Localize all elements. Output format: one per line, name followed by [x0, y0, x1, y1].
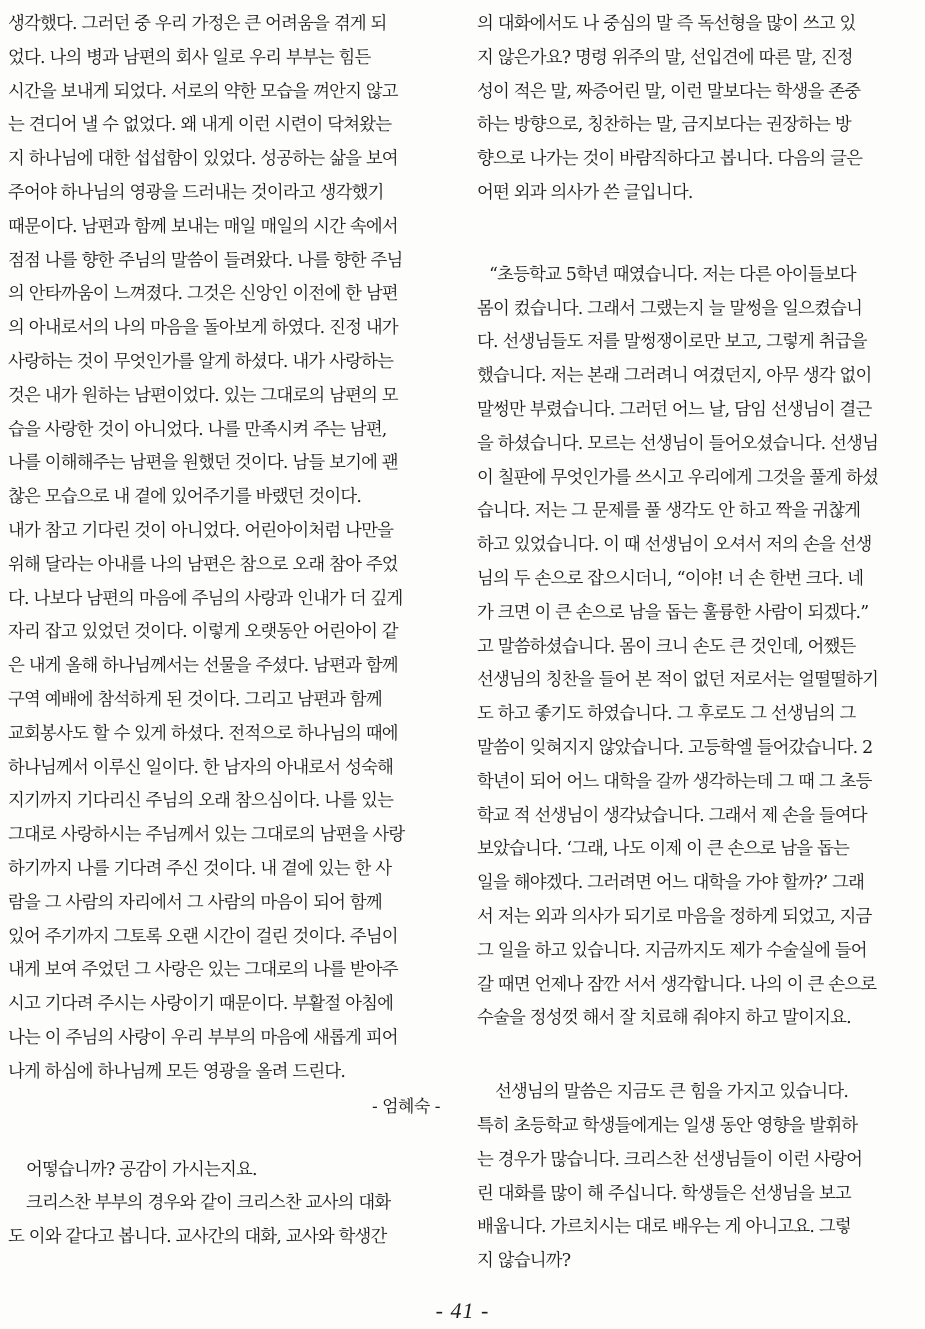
text-line: 습니다. 저는 그 문제를 풀 생각도 안 하고 짝을 귀찮게 — [477, 501, 861, 522]
right-paragraph-intro — [477, 8, 913, 211]
text-line: 향으로 나가는 것이 바람직하다고 봅니다. 다음의 글은 — [477, 149, 863, 170]
text-line: 다. 선생님들도 저를 말썽쟁이로만 보고, 그렇게 취급을 — [477, 332, 867, 353]
text-line: 나게 하심에 하나님께 모든 영광을 올려 드린다. — [8, 1061, 346, 1082]
right-column — [477, 8, 913, 1279]
text-line: 나를 이해해주는 남편을 원했던 것이다. 남들 보기에 괜 — [8, 453, 398, 474]
text-line: 의 안타까움이 느껴졌다. 그것은 신앙인 이전에 한 남편 — [8, 284, 398, 305]
text-line: 님의 두 손으로 잡으시더니, “이야! 너 손 한번 크다. 네 — [477, 568, 864, 589]
text-line: 학교 적 선생님이 생각났습니다. 그래서 제 손을 들여다 — [477, 805, 867, 826]
text-line: 을 하셨습니다. 모르는 선생님이 들어오셨습니다. 선생님 — [477, 433, 879, 454]
text-line: 내가 참고 기다린 것이 아니었다. 어린아이처럼 나만을 — [8, 520, 394, 541]
text-line: 하나님께서 이루신 일이다. 한 남자의 아내로서 성숙해 — [8, 757, 394, 778]
text-line: 내게 보여 주었던 그 사랑은 있는 그대로의 나를 받아주 — [8, 960, 398, 981]
text-line: 생각했다. 그러던 중 우리 가정은 큰 어려움을 겪게 되 — [8, 14, 387, 34]
text-line: 것은 내가 원하는 남편이었다. 있는 그대로의 남편의 모 — [8, 385, 398, 406]
author-signature: - 엄혜숙 - — [371, 1096, 440, 1117]
text-line: 했습니다. 저는 본래 그러려니 여겼던지, 아무 생각 없이 — [477, 366, 872, 387]
text-line: 지 않습니까? — [477, 1251, 571, 1272]
text-line: 서 저는 외과 의사가 되기로 마음을 정하게 되었고, 지금 — [477, 906, 872, 927]
text-line: 주어야 하나님의 영광을 드러내는 것이라고 생각했기 — [8, 182, 384, 203]
left-column — [8, 8, 448, 1255]
text-line: 갈 때면 언제나 잠깐 서서 생각합니다. 나의 이 큰 손으로 — [477, 974, 877, 995]
text-line: 었다. 나의 병과 남편의 회사 일로 우리 부부는 힘든 — [8, 47, 371, 68]
text-line: 학년이 되어 어느 대학을 갈까 생각하는데 그 때 그 초등 — [477, 771, 872, 792]
text-line: 시간을 보내게 되었다. 서로의 약한 모습을 껴안지 않고 — [8, 81, 398, 102]
text-line: 도 이와 같다고 봅니다. 교사간의 대화, 교사와 학생간 — [8, 1227, 387, 1248]
text-line: 의 대화에서도 나 중심의 말 즉 독선형을 많이 쓰고 있 — [477, 14, 856, 34]
text-line: 하는 방향으로, 칭찬하는 말, 금지보다는 권장하는 방 — [477, 115, 851, 136]
text-line: 위해 달라는 아내를 나의 남편은 참으로 오래 참아 주었 — [8, 554, 398, 575]
text-line: 지기까지 기다리신 주님의 오래 참으심이다. 나를 있는 — [8, 791, 394, 812]
text-line: 가 크면 이 큰 손으로 남을 돕는 훌륭한 사람이 되겠다.” — [477, 602, 869, 623]
text-line: 일을 해야겠다. 그러려면 어느 대학을 가야 할까?’ 그래 — [477, 873, 865, 894]
text-line: 시고 기다려 주시는 사랑이기 때문이다. 부활절 아침에 — [8, 994, 394, 1015]
paragraph-gap — [477, 211, 913, 259]
text-line: 이 칠판에 무엇인가를 쓰시고 우리에게 그것을 풀게 하셨 — [477, 467, 879, 488]
text-line: 람을 그 사람의 자리에서 그 사람의 마음이 되어 함께 — [8, 892, 382, 913]
text-line: 는 경우가 많습니다. 크리스찬 선생님들이 이런 사랑어 — [477, 1149, 863, 1170]
right-paragraph-closing — [477, 1076, 913, 1279]
paragraph-gap — [477, 1036, 913, 1076]
text-line: 자리 잡고 있었던 것이다. 이렇게 오랫동안 어린아이 같 — [8, 622, 398, 643]
text-line: 말씀이 잊혀지지 않았습니다. 고등학엘 들어갔습니다. 2 — [477, 737, 873, 758]
text-line: 어떤 외과 의사가 쓴 글입니다. — [477, 182, 693, 203]
left-paragraph-commentary — [8, 1154, 448, 1255]
text-line: 수술을 정성껏 해서 잘 치료해 줘야지 하고 말이지요. — [477, 1008, 851, 1029]
text-line: 린 대화를 많이 해 주십니다. 학생들은 선생님을 보고 — [477, 1183, 851, 1204]
text-line: 어떻습니까? 공감이 가시는지요. — [26, 1159, 257, 1180]
paragraph-gap — [8, 1124, 448, 1154]
text-line: 습을 사랑한 것이 아니었다. 나를 만족시켜 주는 남편, — [8, 419, 387, 440]
text-line: 성이 적은 말, 짜증어린 말, 이런 말보다는 학생을 존중 — [477, 81, 861, 102]
text-line: 그 일을 하고 있습니다. 지금까지도 제가 수술실에 들어 — [477, 940, 867, 961]
text-line: 보았습니다. ‘그래, 나도 이제 이 큰 손으로 남을 돕는 — [477, 839, 849, 860]
text-line: 몸이 컸습니다. 그래서 그랬는지 늘 말썽을 일으켰습니 — [477, 298, 863, 319]
text-line: 특히 초등학교 학생들에게는 일생 동안 영향을 발휘하 — [477, 1115, 858, 1136]
text-line: 하기까지 나를 기다려 주신 것이다. 내 곁에 있는 한 사 — [8, 858, 392, 879]
left-paragraph-testimony — [8, 8, 448, 1090]
text-line: 있어 주기까지 그토록 오랜 시간이 걸린 것이다. 주님이 — [8, 926, 398, 947]
text-line: 구역 예배에 참석하게 된 것이다. 그리고 남편과 함께 — [8, 689, 382, 710]
right-paragraph-surgeon-quote — [477, 259, 913, 1036]
text-line: 점점 나를 향한 주님의 말씀이 들려왔다. 나를 향한 주님 — [8, 250, 403, 271]
text-line: 선생님의 칭찬을 들어 본 적이 없던 저로서는 얼떨떨하기 — [477, 670, 879, 691]
text-line: 지 하나님에 대한 섭섭함이 있었다. 성공하는 삶을 보여 — [8, 149, 398, 170]
text-line: 나는 이 주님의 사랑이 우리 부부의 마음에 새롭게 피어 — [8, 1027, 398, 1048]
text-line: 은 내게 올해 하나님께서는 선물을 주셨다. 남편과 함께 — [8, 656, 398, 677]
text-line: 지 않은가요? 명령 위주의 말, 선입견에 따른 말, 진정 — [477, 47, 853, 68]
text-line: 크리스찬 부부의 경우와 같이 크리스찬 교사의 대화 — [26, 1193, 391, 1214]
text-line: 교회봉사도 할 수 있게 하셨다. 전적으로 하나님의 때에 — [8, 723, 398, 744]
text-line: 찮은 모습으로 내 곁에 있어주기를 바랬던 것이다. — [8, 487, 362, 508]
text-line: 는 견디어 낼 수 없었다. 왜 내게 이런 시련이 닥쳐왔는 — [8, 115, 392, 136]
text-line: 그대로 사랑하시는 주님께서 있는 그대로의 남편을 사랑 — [8, 825, 405, 846]
text-line: 의 아내로서의 나의 마음을 돌아보게 하였다. 진정 내가 — [8, 318, 398, 339]
text-line: 도 하고 좋기도 하였습니다. 그 후로도 그 선생님의 그 — [477, 704, 856, 725]
text-line: 선생님의 말씀은 지금도 큰 힘을 가지고 있습니다. — [495, 1082, 849, 1103]
text-line: 말썽만 부렸습니다. 그러던 어느 날, 담임 선생님이 결근 — [477, 399, 872, 420]
text-line: 다. 나보다 남편의 마음에 주님의 사랑과 인내가 더 깊게 — [8, 588, 403, 609]
text-line: 사랑하는 것이 무엇인가를 알게 하셨다. 내가 사랑하는 — [8, 351, 394, 372]
text-line: 고 말씀하셨습니다. 몸이 크니 손도 큰 것인데, 어쨌든 — [477, 636, 856, 657]
text-line: 때문이다. 남편과 함께 보내는 매일 매일의 시간 속에서 — [8, 216, 398, 237]
text-line: “초등학교 5학년 때였습니다. 저는 다른 아이들보다 — [489, 264, 856, 285]
text-line: 하고 있었습니다. 이 때 선생님이 오셔서 저의 손을 선생 — [477, 535, 872, 556]
page-number: - 41 - — [435, 1298, 490, 1323]
text-line: 배웁니다. 가르치시는 대로 배우는 게 아니고요. 그렇 — [477, 1217, 851, 1238]
